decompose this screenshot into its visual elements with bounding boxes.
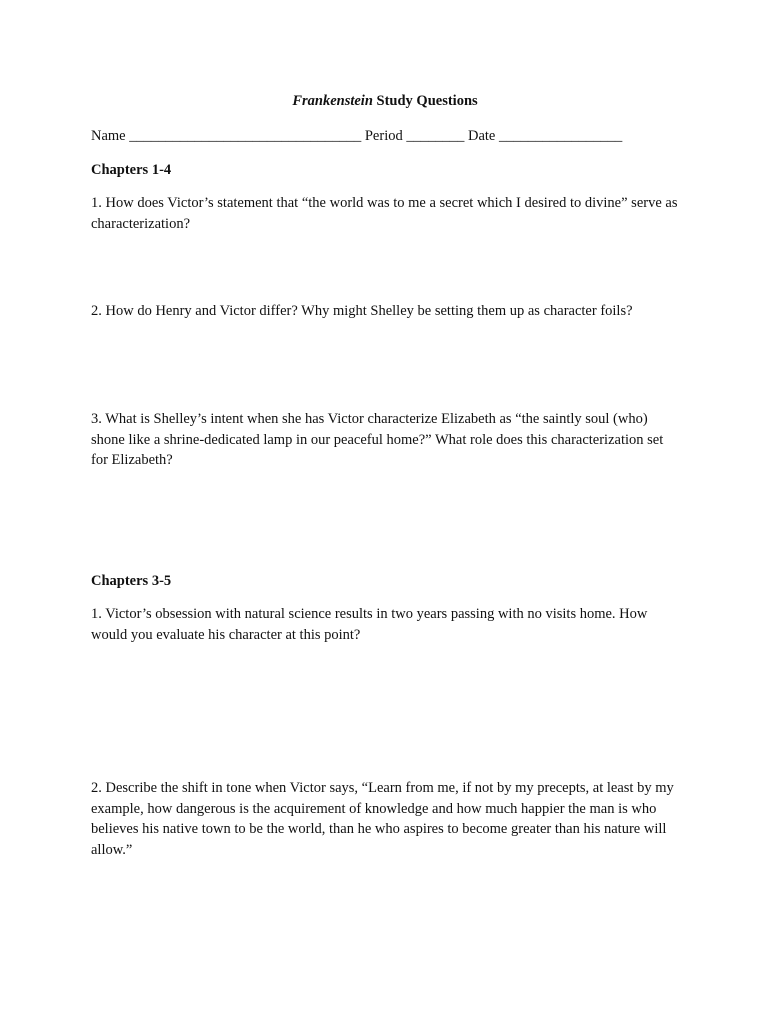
section-heading-chapters-3-5: Chapters 3-5: [91, 573, 172, 589]
section-heading-chapters-1-4: Chapters 1-4: [91, 162, 172, 178]
document-title: [0, 93, 770, 110]
title-book-name: Frankenstein: [292, 93, 373, 109]
question-ch3-5-1: 1. Victor’s obsession with natural science results in two years passing with no visits home. How would you evaluate his character at this point?: [91, 606, 648, 643]
question-ch1-4-1: 1. How does Victor’s statement that “the world was to me a secret which I desired to divine” serve as characterization?: [91, 195, 678, 232]
question-ch1-4-2: 2. How do Henry and Victor differ? Why might Shelley be setting them up as character foils?: [91, 303, 633, 319]
title-suffix: Study Questions: [372, 93, 478, 109]
question-ch3-5-2: 2. Describe the shift in tone when Victor says, “Learn from me, if not by my precepts, at least by my example, how dangerous is the acquirement of knowledge and how much happier the man is who believes his native town to be the world, than he who aspires to become greater than his nature will allow.”: [91, 780, 674, 858]
question-ch1-4-3: 3. What is Shelley’s intent when she has Victor characterize Elizabeth as “the saintly soul (who) shone like a shrine-dedicated lamp in our peaceful home?” What role does this characterization set for Elizabeth?: [91, 411, 664, 468]
student-info-line: Name ________________________________ Period ________ Date _________________: [91, 128, 623, 144]
